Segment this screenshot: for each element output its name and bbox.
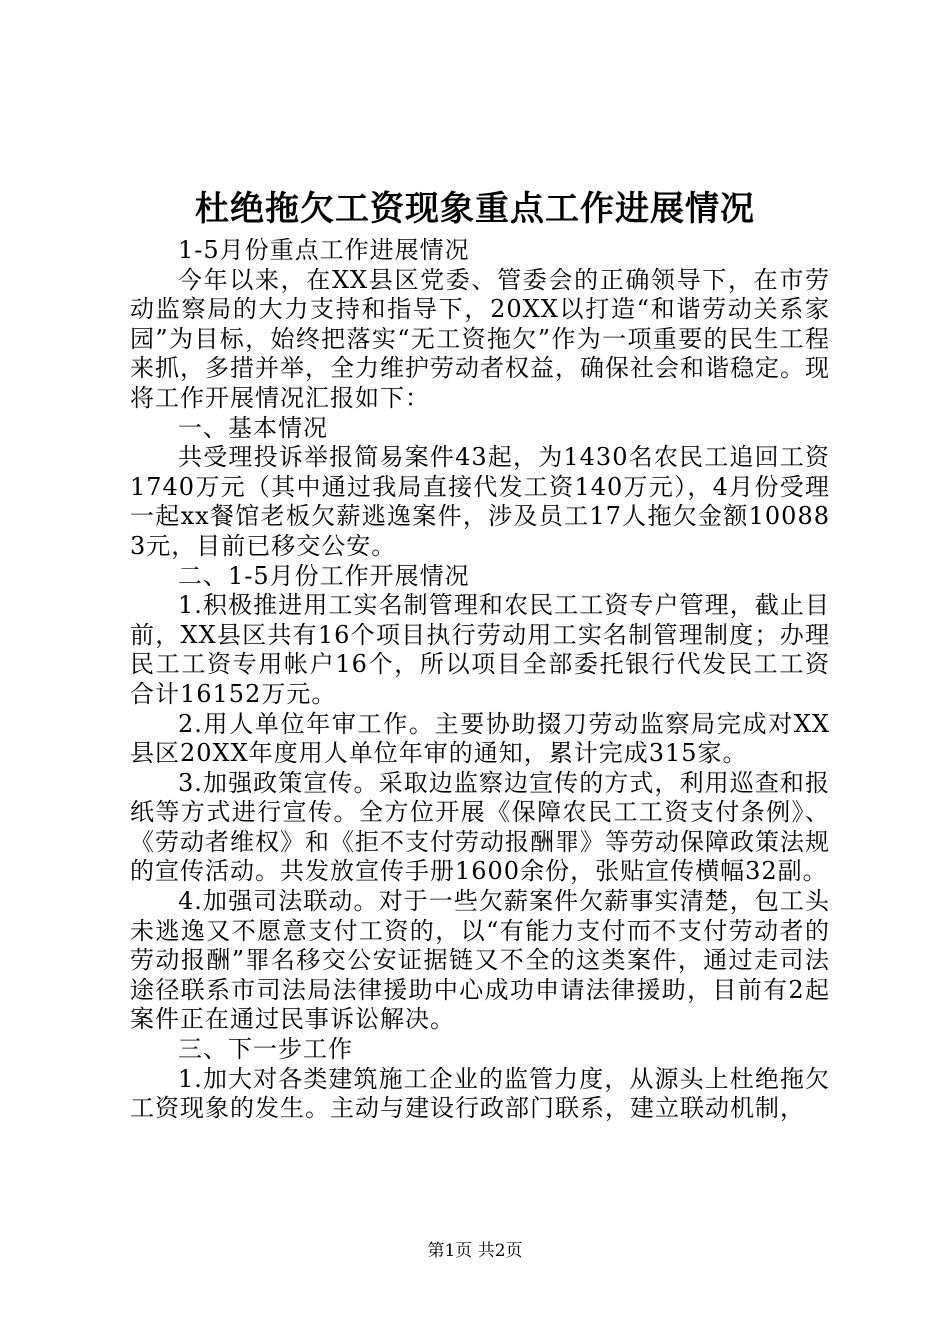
basic-info-paragraph: 共受理投诉举报简易案件43起，为1430名农民工追回工资1740万元（其中通过我局直接代发工资140万元），4月份受理一起xx餐馆老板欠薪逃逸案件，涉及员工17人拖欠金额100883元，目前已移交公安。: [130, 443, 830, 560]
section-heading-progress: 二、1-5月份工作开展情况: [178, 561, 470, 590]
progress-item-4: 4.加强司法联动。对于一些欠薪案件欠薪事实清楚，包工头未逃逸又不愿意支付工资的，以“有能力支付而不支付劳动者的劳动报酬”罪名移交公安证据链又不全的这类案件，通过走司法途径联系市司法局法律援助中心成功申请法律援助，目前有2起案件正在通过民事诉讼解决。: [130, 887, 830, 1034]
document-body: [130, 236, 830, 1124]
progress-item-1: 1.积极推进用工实名制管理和农民工工资专户管理，截止目前，XX县区共有16个项目执行劳动用工实名制管理制度；办理民工工资专用帐户16个，所以项目全部委托银行代发民工工资合计16152万元。: [130, 591, 830, 708]
section-heading-next: 三、下一步工作: [178, 1035, 353, 1064]
page-footer: 第1页 共2页: [427, 1241, 523, 1261]
section-subtitle: 1-5月份重点工作进展情况: [178, 236, 470, 264]
progress-item-2: 2.用人单位年审工作。主要协助掇刀劳动监察局完成对XX县区20XX年度用人单位年审的通知，累计完成315家。: [130, 709, 830, 768]
progress-item-3: 3.加强政策宣传。采取边监察边宣传的方式，利用巡查和报纸等方式进行宣传。全方位开展《保障农民工工资支付条例》、《劳动者维权》和《拒不支付劳动报酬罪》等劳动保障政策法规的宣传活动。共发放宣传手册1600余份，张贴宣传横幅32副。: [130, 768, 830, 886]
section-heading-basic: 一、基本情况: [178, 413, 328, 442]
intro-paragraph: 今年以来，在XX县区党委、管委会的正确领导下，在市劳动监察局的大力支持和指导下，20XX以打造“和谐劳动关系家园”为目标，始终把落实“无工资拖欠”作为一项重要的民生工程来抓，多措并举，全力维护劳动者权益，确保社会和谐稳定。现将工作开展情况汇报如下：: [130, 265, 830, 412]
next-step-item-1: 1.加大对各类建筑施工企业的监管力度，从源头上杜绝拖欠工资现象的发生。主动与建设行政部门联系，建立联动机制，: [130, 1064, 830, 1123]
document-title: 杜绝拖欠工资现象重点工作进展情况: [195, 189, 755, 229]
